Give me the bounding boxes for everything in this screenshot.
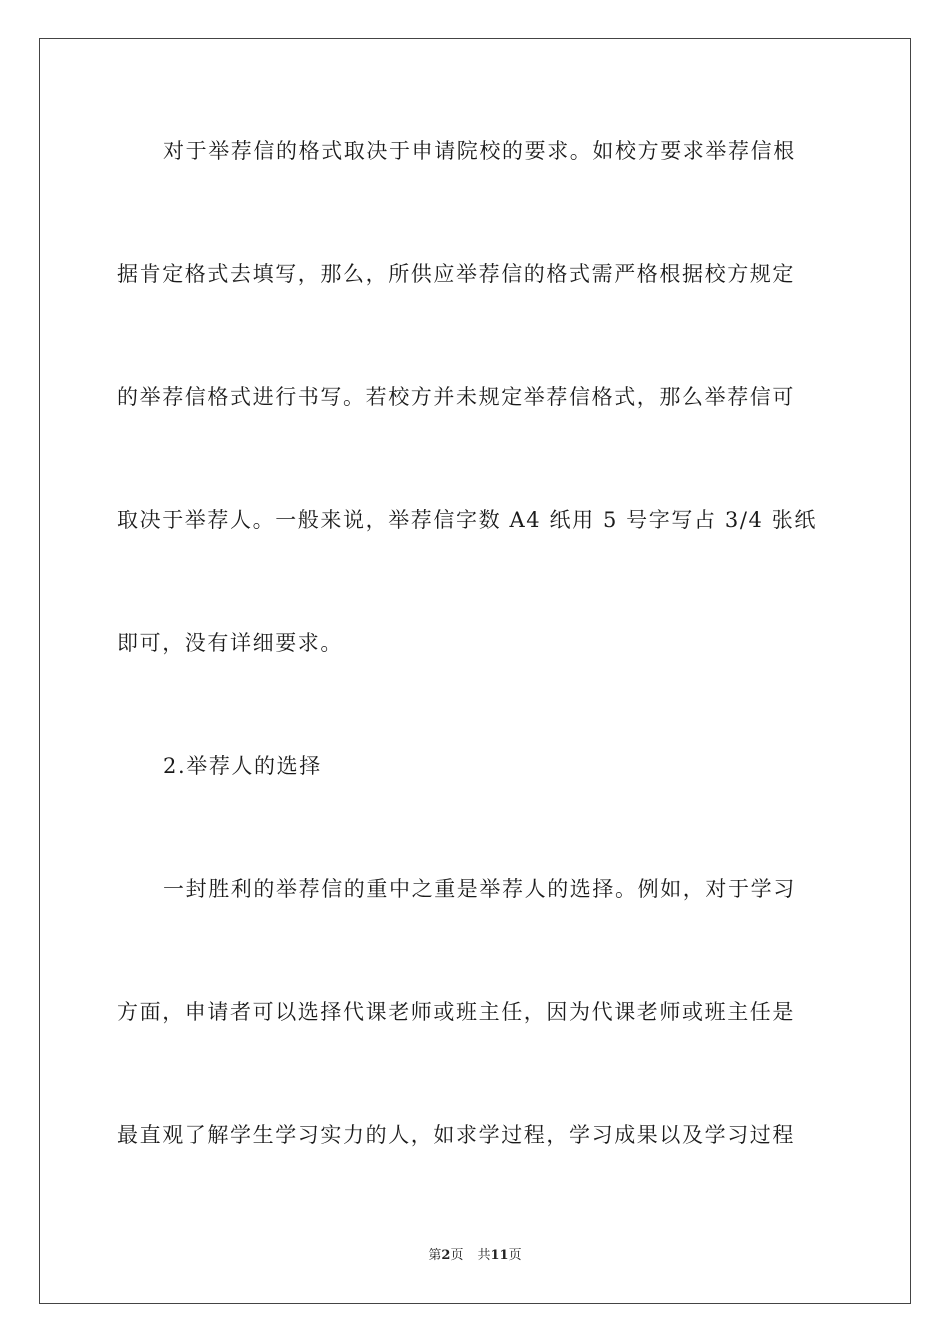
- page-prefix: 第: [428, 1248, 442, 1263]
- page-number: 2: [441, 1248, 451, 1263]
- page-frame: [39, 38, 911, 1304]
- paragraph-line: 对于举荐信的格式取决于申请院校的要求。如校方要求举荐信根: [163, 139, 796, 163]
- paragraph-line: 一封胜利的举荐信的重中之重是举荐人的选择。例如，对于学习: [163, 877, 796, 901]
- paragraph-line: 取决于举荐人。一般来说，举荐信字数 A4 纸用 5 号字写占 3/4 张纸: [117, 508, 817, 532]
- page-footer: [0, 1247, 950, 1265]
- paragraph-line: 最直观了解学生学习实力的人，如求学过程，学习成果以及学习过程: [117, 1123, 795, 1147]
- total-pages: 11: [490, 1248, 509, 1263]
- total-suffix: 页: [508, 1248, 522, 1263]
- paragraph-line: 的举荐信格式进行书写。若校方并未规定举荐信格式，那么举荐信可: [117, 385, 795, 409]
- paragraph-line: 据肯定格式去填写，那么，所供应举荐信的格式需严格根据校方规定: [117, 262, 795, 286]
- paragraph-line: 方面，申请者可以选择代课老师或班主任，因为代课老师或班主任是: [117, 1000, 795, 1024]
- paragraph-line: 即可，没有详细要求。: [117, 631, 343, 655]
- page-suffix: 页: [450, 1248, 464, 1263]
- total-prefix: 共: [477, 1248, 491, 1263]
- section-heading: 2.举荐人的选择: [163, 754, 322, 778]
